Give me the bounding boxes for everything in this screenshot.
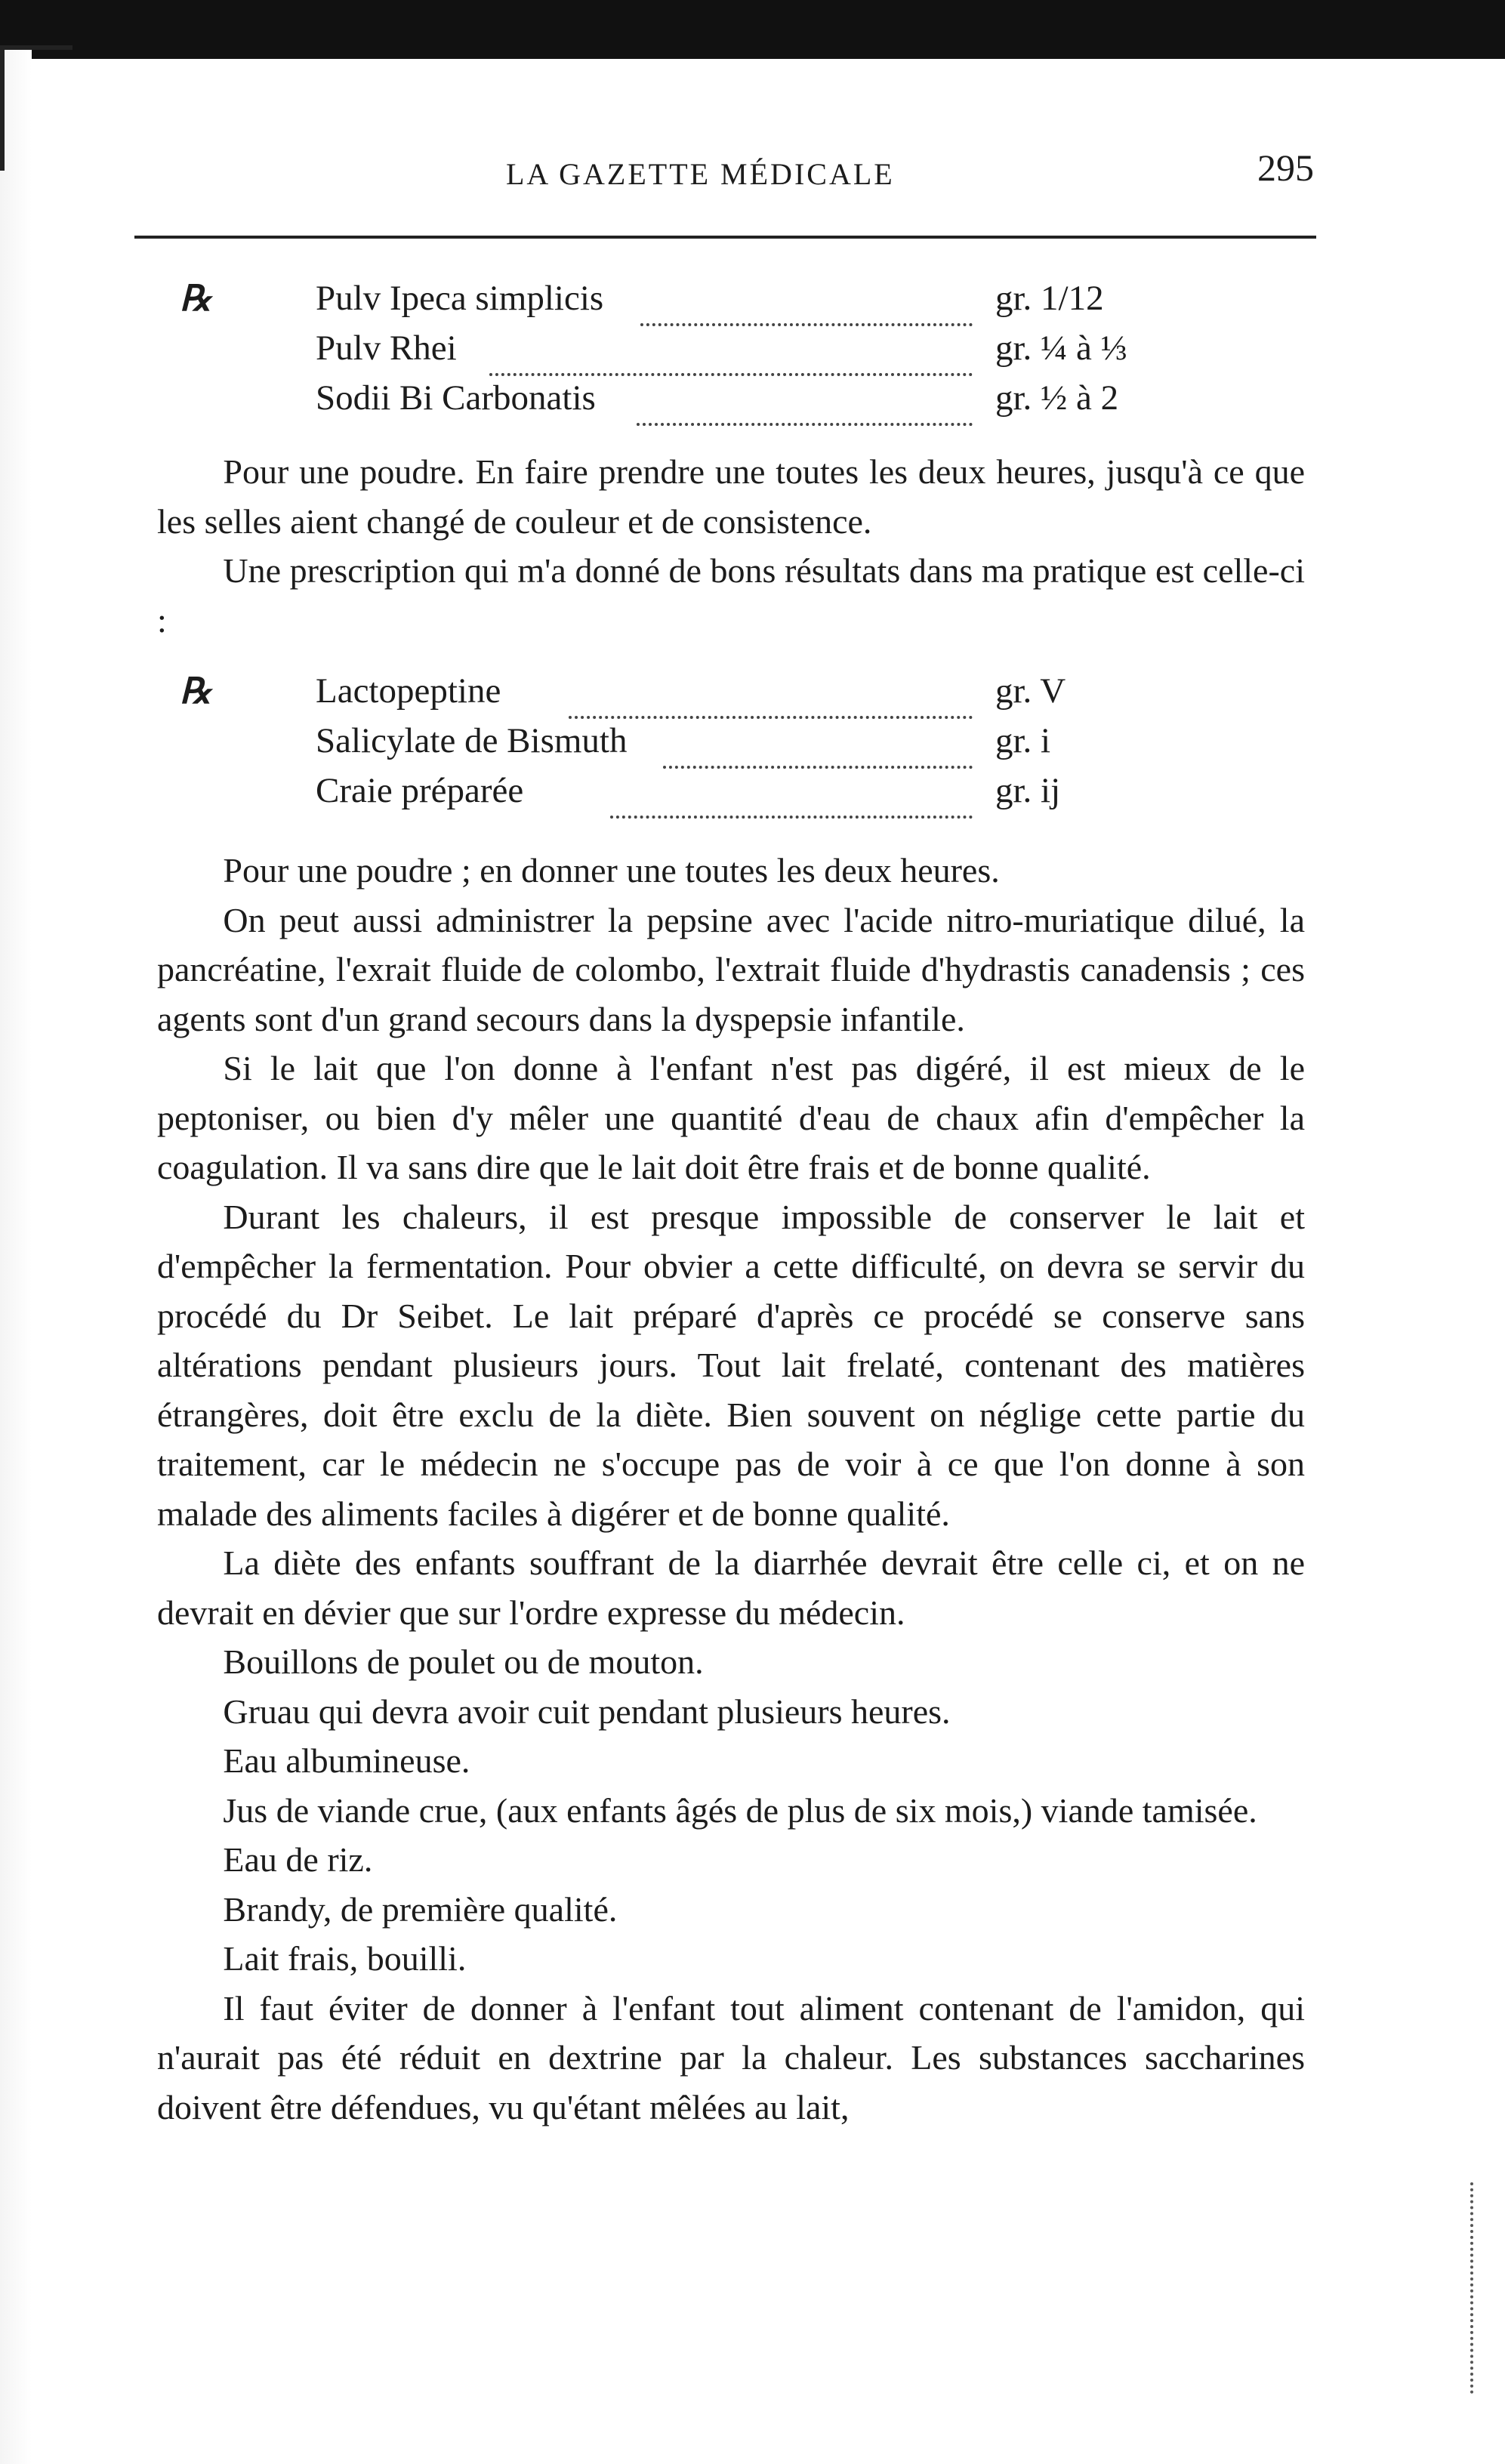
running-title: LA GAZETTE MÉDICALE <box>506 157 895 191</box>
diet-item: Brandy, de première qualité. <box>223 1889 618 1929</box>
leader-dots <box>663 720 973 769</box>
text-section-1 <box>157 447 1305 645</box>
drug-name: Sodii Bi Carbonatis <box>316 378 596 418</box>
running-head <box>113 140 1322 200</box>
drug-dose: gr. 1/12 <box>995 279 1104 318</box>
paragraph: La diète des enfants souffrant de la diarrhée devrait être celle ci, et on ne devrait en dévier que sur l'ordre expresse du médecin. <box>157 1543 1305 1632</box>
leader-dots <box>569 671 973 719</box>
scan-border-left <box>0 45 32 2464</box>
recipe-symbol: ℞ <box>180 672 212 711</box>
prescription-row <box>180 278 1252 328</box>
paragraph: Durant les chaleurs, il est presque impossible de conserver le lait et d'empêcher la fermentation. Pour obvier a cette difficulté, on devra se servir du procédé du Dr Seibet. Le lait préparé d'après ce procédé se conserve sans altérations pendant plusieurs jours. Tout lait frelaté, contenant des matières étrangères, doit être exclu de la diète. Bien souvent on néglige cette partie du traitement, car le médecin ne s'occupe pas de voir à ce que l'on donne à son malade des aliments faciles à digérer et de bonne qualité. <box>157 1197 1305 1533</box>
prescription-row <box>180 671 1252 720</box>
prescription-1 <box>180 278 1252 427</box>
drug-dose: gr. ¼ à ⅓ <box>995 328 1127 368</box>
drug-dose: gr. ½ à 2 <box>995 378 1119 418</box>
margin-scan-marks <box>1470 2182 1478 2394</box>
prescription-row <box>180 770 1252 820</box>
paragraph: Pour une poudre. En faire prendre une toutes les deux heures, jusqu'à ce que les selles aient changé de couleur et de consistence. <box>157 452 1305 541</box>
leader-dots <box>489 328 973 376</box>
drug-dose: gr. i <box>995 721 1051 760</box>
page-number: 295 <box>1257 146 1314 189</box>
prescription-row <box>180 378 1252 427</box>
paragraph: Il faut éviter de donner à l'enfant tout aliment contenant de l'amidon, qui n'aurait pas été réduit en dextrine par la chaleur. Les substances saccharines doivent être défendues, vu qu'étant mêlées au lait, <box>157 1988 1305 2126</box>
drug-name: Lactopeptine <box>316 671 501 711</box>
diet-item: Gruau qui devra avoir cuit pendant plusieurs heures. <box>223 1691 951 1731</box>
document-page <box>113 0 1322 2464</box>
drug-name: Craie préparée <box>316 771 524 810</box>
diet-item: Lait frais, bouilli. <box>223 1939 467 1978</box>
drug-name: Salicylate de Bismuth <box>316 721 628 760</box>
leader-dots <box>640 278 973 326</box>
diet-item: Jus de viande crue, (aux enfants âgés de plus de six mois,) viande tamisée. <box>223 1790 1257 1830</box>
leader-dots <box>610 770 973 819</box>
paragraph: Une prescription qui m'a donné de bons résultats dans ma pratique est celle-ci : <box>157 551 1305 640</box>
drug-dose: gr. V <box>995 671 1066 711</box>
drug-name: Pulv Ipeca simplicis <box>316 279 604 318</box>
diet-item: Eau albumineuse. <box>223 1741 470 1780</box>
recipe-symbol: ℞ <box>180 279 212 319</box>
paragraph: Pour une poudre ; en donner une toutes les deux heures. <box>223 851 1000 890</box>
text-section-2 <box>157 846 1305 2132</box>
diet-item: Bouillons de poulet ou de mouton. <box>223 1642 704 1681</box>
diet-item: Eau de riz. <box>223 1840 373 1879</box>
scan-corner-mark <box>0 45 72 171</box>
drug-name: Pulv Rhei <box>316 328 457 368</box>
drug-dose: gr. ij <box>995 771 1061 810</box>
paragraph: On peut aussi administrer la pepsine avec l'acide nitro-muriatique dilué, la pancréatine, l'exrait fluide de colombo, l'extrait fluide d'hydrastis canadensis ; ces agents sont d'un grand secours dans la dyspepsie infantile. <box>157 900 1305 1038</box>
paragraph: Si le lait que l'on donne à l'enfant n'est pas digéré, il est mieux de le peptoniser, ou bien d'y mêler une quantité d'eau de chaux afin d'empêcher la coagulation. Il va sans dire que le lait doit être frais et de bonne qualité. <box>157 1049 1305 1186</box>
prescription-row <box>180 328 1252 378</box>
prescription-row <box>180 720 1252 770</box>
header-rule <box>134 236 1316 239</box>
prescription-2 <box>180 671 1252 820</box>
leader-dots <box>637 378 973 426</box>
